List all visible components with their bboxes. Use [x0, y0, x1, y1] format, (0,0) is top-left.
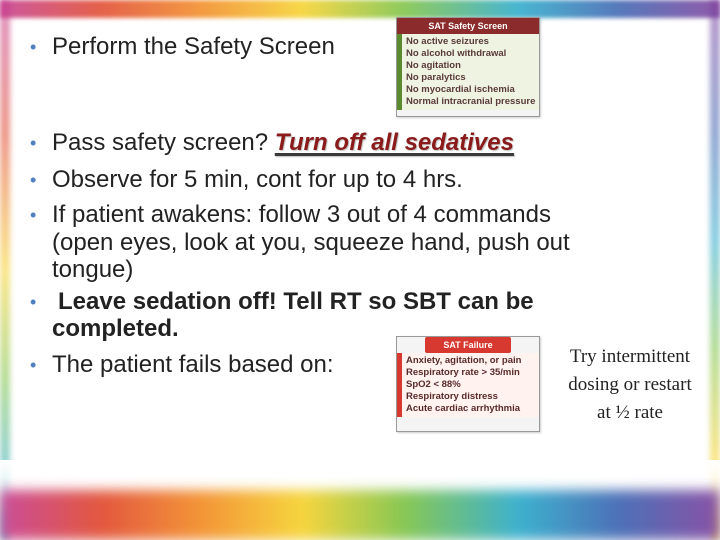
sat-failure-title: SAT Failure: [425, 337, 511, 353]
bullet-marker: •: [30, 292, 37, 312]
rainbow-bottom-border: [0, 490, 720, 540]
bullet-patient-fails: The patient fails based on:: [52, 351, 334, 378]
bullet-marker: •: [30, 133, 37, 153]
safety-item: No myocardial ischemia: [406, 84, 515, 95]
sat-safety-screen-title: SAT Safety Screen: [397, 18, 539, 34]
bullet-perform-safety-screen: Perform the Safety Screen: [52, 33, 335, 60]
safety-item: No paralytics: [406, 72, 466, 83]
sat-safety-screen-card: [396, 17, 540, 117]
sat-failure-list: [397, 353, 539, 417]
bullet-marker: •: [30, 37, 37, 57]
failure-item: SpO2 < 88%: [406, 379, 461, 390]
failure-item: Acute cardiac arrhythmia: [406, 403, 521, 414]
bullet-marker: •: [30, 355, 37, 375]
bullet-marker: •: [30, 205, 37, 225]
failure-item: Anxiety, agitation, or pain: [406, 355, 522, 366]
sat-safety-screen-list: [397, 34, 539, 110]
failure-item: Respiratory distress: [406, 391, 498, 402]
bullet-pass-safety-screen: [52, 129, 514, 157]
safety-item: No agitation: [406, 60, 461, 71]
safety-item: No active seizures: [406, 36, 489, 47]
pass-safety-screen-text: Pass safety screen?: [52, 129, 269, 156]
safety-item: No alcohol withdrawal: [406, 48, 507, 59]
rainbow-left-border: [0, 0, 10, 540]
safety-item: Normal intracranial pressure: [406, 96, 536, 107]
bullet-leave-sedation-off-cont: completed.: [52, 315, 179, 342]
bullet-if-awakens-cont: (open eyes, look at you, squeeze hand, push out: [52, 229, 570, 256]
bullet-observe: Observe for 5 min, cont for up to 4 hrs.: [52, 166, 463, 193]
bullet-leave-sedation-off: Leave sedation off! Tell RT so SBT can be: [58, 288, 534, 315]
bullet-marker: •: [30, 170, 37, 190]
rainbow-right-border: [710, 0, 720, 540]
bullet-if-awakens: If patient awakens: follow 3 out of 4 commands: [52, 201, 551, 228]
failure-item: Respiratory rate > 35/min: [406, 367, 520, 378]
bullet-if-awakens-cont2: tongue): [52, 256, 134, 283]
side-note-intermittent-dosing: Try intermittent dosing or restart at ½ rate: [568, 346, 692, 423]
rainbow-top-border: [0, 0, 720, 18]
turn-off-sedatives-emphasis: Turn off all sedatives: [274, 129, 514, 156]
sat-failure-card: [396, 336, 540, 432]
